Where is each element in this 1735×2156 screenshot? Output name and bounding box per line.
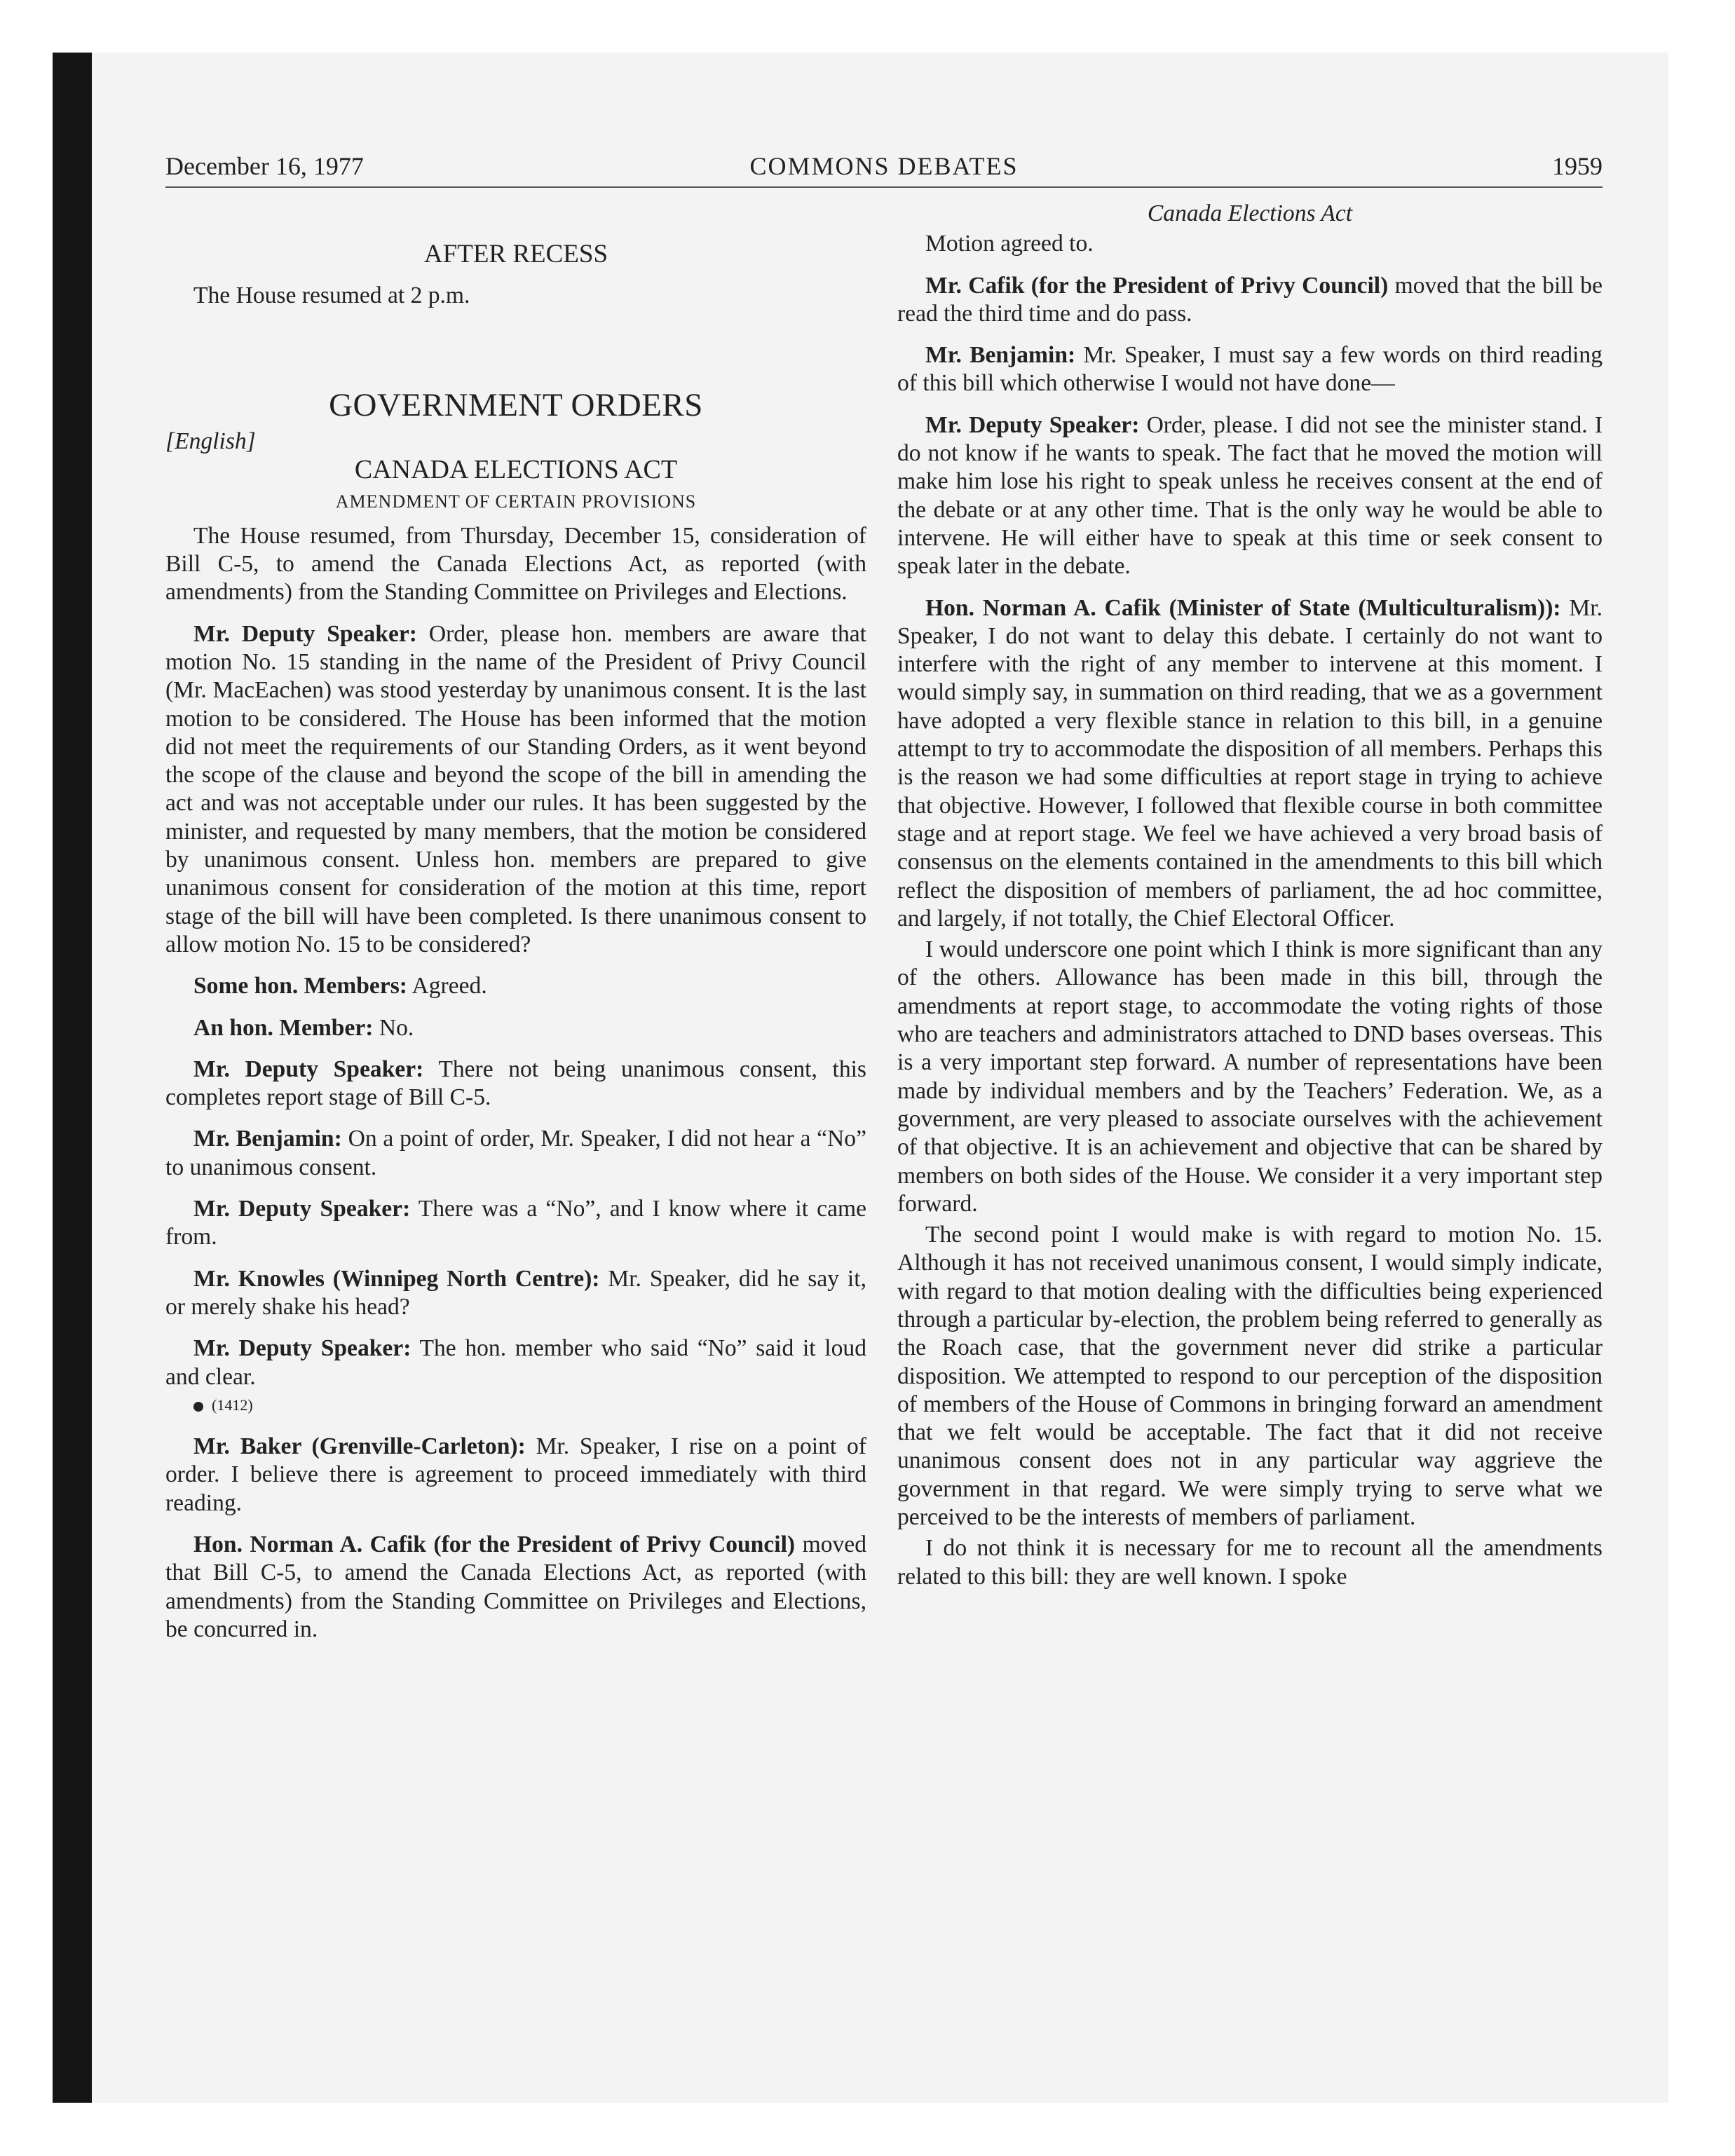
right-column	[897, 200, 1603, 1591]
page-number: 1959	[1552, 152, 1603, 180]
after-recess-heading: AFTER RECESS	[423, 240, 608, 268]
speech-continuation: I do not think it is necessary for me to recount all the amendments related to this bill: they are well known. I spoke	[897, 1535, 1603, 1590]
speech-paragraph	[897, 411, 1603, 581]
speech-paragraph	[165, 1265, 866, 1322]
speaker-name: Hon. Norman A. Cafik (for the President of Privy Council)	[193, 1531, 796, 1557]
speaker-name: Mr. Benjamin:	[193, 1126, 342, 1152]
speech-text: moved that the bill be read the third time and do pass.	[897, 272, 1603, 327]
speaker-name: Mr. Deputy Speaker:	[193, 620, 417, 647]
section-heading: GOVERNMENT ORDERS	[329, 386, 703, 423]
speech-text: moved that Bill C-5, to amend the Canada Elections Act, as reported (with amendments) from the Standing Committee on Privileges and Elections, be concurred in.	[165, 1531, 866, 1642]
speaker-name: Mr. Deputy Speaker:	[193, 1056, 424, 1082]
act-subheading: AMENDMENT OF CERTAIN PROVISIONS	[335, 491, 697, 512]
speaker-name: Mr. Deputy Speaker:	[193, 1196, 411, 1222]
speaker-name: Mr. Cafik (for the President of Privy Council)	[925, 272, 1389, 299]
speech-paragraph	[165, 1335, 866, 1391]
speech-paragraph	[897, 594, 1603, 934]
binding-edge	[53, 53, 92, 2103]
act-heading: CANADA ELECTIONS ACT	[354, 455, 678, 485]
time-marker-text: (1412)	[212, 1396, 253, 1414]
header-title: COMMONS DEBATES	[749, 152, 1019, 180]
speaker-name: Mr. Deputy Speaker:	[193, 1335, 411, 1362]
speech-text: Mr. Speaker, I rise on a point of order. I believe there is agreement to proceed immediately with third reading.	[165, 1433, 866, 1516]
speech-text: Agreed.	[411, 973, 487, 999]
speaker-name: Mr. Deputy Speaker:	[925, 411, 1140, 438]
speaker-name: Hon. Norman A. Cafik (Minister of State (Multiculturalism)):	[925, 594, 1561, 621]
bullet-icon	[193, 1402, 203, 1412]
motion-agreed: Motion agreed to.	[925, 231, 1094, 257]
speech-paragraph	[165, 1125, 866, 1182]
speaker-name: Mr. Baker (Grenville-Carleton):	[193, 1433, 526, 1460]
speech-paragraph	[165, 1014, 866, 1042]
speech-text: The hon. member who said “No” said it loud and clear.	[165, 1335, 866, 1390]
speech-text: Order, please hon. members are aware that motion No. 15 standing in the name of the President of Privy Council (Mr. MacEachen) was stood yesterday by unanimous consent. It is the last motion to be considered. The House has been informed that the motion did not meet the requirements of our Standing Orders, as it went beyond the scope of the clause and beyond the scope of the bill in amending the act and was not acceptable under our rules. It has been suggested by the minister, and requested by many members, that the motion be considered by unanimous consent. Unless hon. members are prepared to give unanimous consent for consideration of the motion at this time, report stage of the bill will have been completed. Is there unanimous consent to allow motion No. 15 to be considered?	[165, 620, 866, 957]
speech-text: No.	[379, 1014, 414, 1041]
speech-text: There not being unanimous consent, this completes report stage of Bill C-5.	[165, 1056, 867, 1111]
speech-paragraph	[165, 972, 866, 1000]
left-column	[165, 200, 866, 1644]
language-tag: [English]	[165, 428, 256, 454]
speech-text: Order, please. I did not see the minister stand. I do not know if he wants to speak. The fact that he moved the motion will make him lose his right to speak unless he receives consent at the end of the debate or at any other time. That is the only way he would be able to intervene. He will either have to speak at this time or seek consent to speak later in the debate.	[897, 411, 1603, 580]
speech-text: Mr. Speaker, did he say it, or merely shake his head?	[165, 1265, 866, 1320]
speech-paragraph	[165, 620, 866, 960]
header-date: December 16, 1977	[165, 152, 364, 180]
speaker-name: An hon. Member:	[193, 1014, 374, 1041]
speech-text: On a point of order, Mr. Speaker, I did not hear a “No” to unanimous consent.	[165, 1126, 866, 1180]
running-title: Canada Elections Act	[1147, 200, 1353, 226]
speech-paragraph	[165, 1531, 866, 1644]
speaker-name: Mr. Benjamin:	[925, 342, 1076, 369]
speech-paragraph	[897, 341, 1603, 398]
speech-paragraph	[165, 1433, 866, 1517]
intro-paragraph: The House resumed, from Thursday, December 15, consideration of Bill C-5, to amend the Canada Elections Act, as reported (with amendments) from the Standing Committee on Privileges and Elections.	[165, 522, 866, 606]
speech-continuation: I would underscore one point which I think is more significant than any of the others. Allowance has been made in this bill, through the amendments at report stage, to accommodate the voting rights of those who are teachers and administrators attached to DND bases overseas. This is a very important step forward. A number of representations have been made by individual members and by the Teachers’ Federation. We, as a government, are very pleased to associate ourselves with the achievement of that objective. It is an achievement and objective that can be shared by members on both sides of the House. We consider it a very important step forward.	[897, 936, 1603, 1217]
speech-paragraph	[165, 1195, 866, 1252]
speaker-name: Mr. Knowles (Winnipeg North Centre):	[193, 1265, 600, 1292]
speaker-name: Some hon. Members:	[193, 973, 407, 999]
speech-text: Mr. Speaker, I must say a few words on third reading of this bill which otherwise I would not have done—	[897, 342, 1603, 397]
time-marker	[165, 1391, 866, 1419]
speech-text: There was a “No”, and I know where it came from.	[165, 1196, 866, 1250]
running-header	[165, 149, 1603, 188]
speech-text: Mr. Speaker, I do not want to delay this debate. I certainly do not want to interfere with the right of any member to intervene at this moment. I would simply say, in summation on third reading, that we as a government have adopted a very flexible stance in relation to this bill, in a genuine attempt to try to accommodate the disposition of all members. Perhaps this is the reason we had some difficulties at report stage in trying to achieve that objective. However, I followed that flexible course in both committee stage and at report stage. We feel we have achieved a very broad basis of consensus on the elements contained in the amendments to this bill which reflect the disposition of members of parliament, the ad hoc committee, and largely, if not totally, the Chief Electoral Officer.	[897, 594, 1603, 932]
speech-paragraph	[165, 1056, 866, 1112]
speech-paragraph	[897, 272, 1603, 329]
resumed-text: The House resumed at 2 p.m.	[193, 282, 470, 309]
speech-continuation: The second point I would make is with regard to motion No. 15. Although it has not received unanimous consent, I would simply indicate, with regard to that motion dealing with the difficulties being experienced through a particular by-election, the problem being referred to generally as the Roach case, that the government never did strike a particular disposition. We attempted to respond to our perception of the disposition of members of the House of Commons in bringing forward an amendment that we felt would be acceptable. The fact that it did not receive unanimous consent does not in any particular way aggrieve the government in that regard. We were simply trying to serve what we perceived to be the interests of members of parliament.	[897, 1222, 1603, 1531]
